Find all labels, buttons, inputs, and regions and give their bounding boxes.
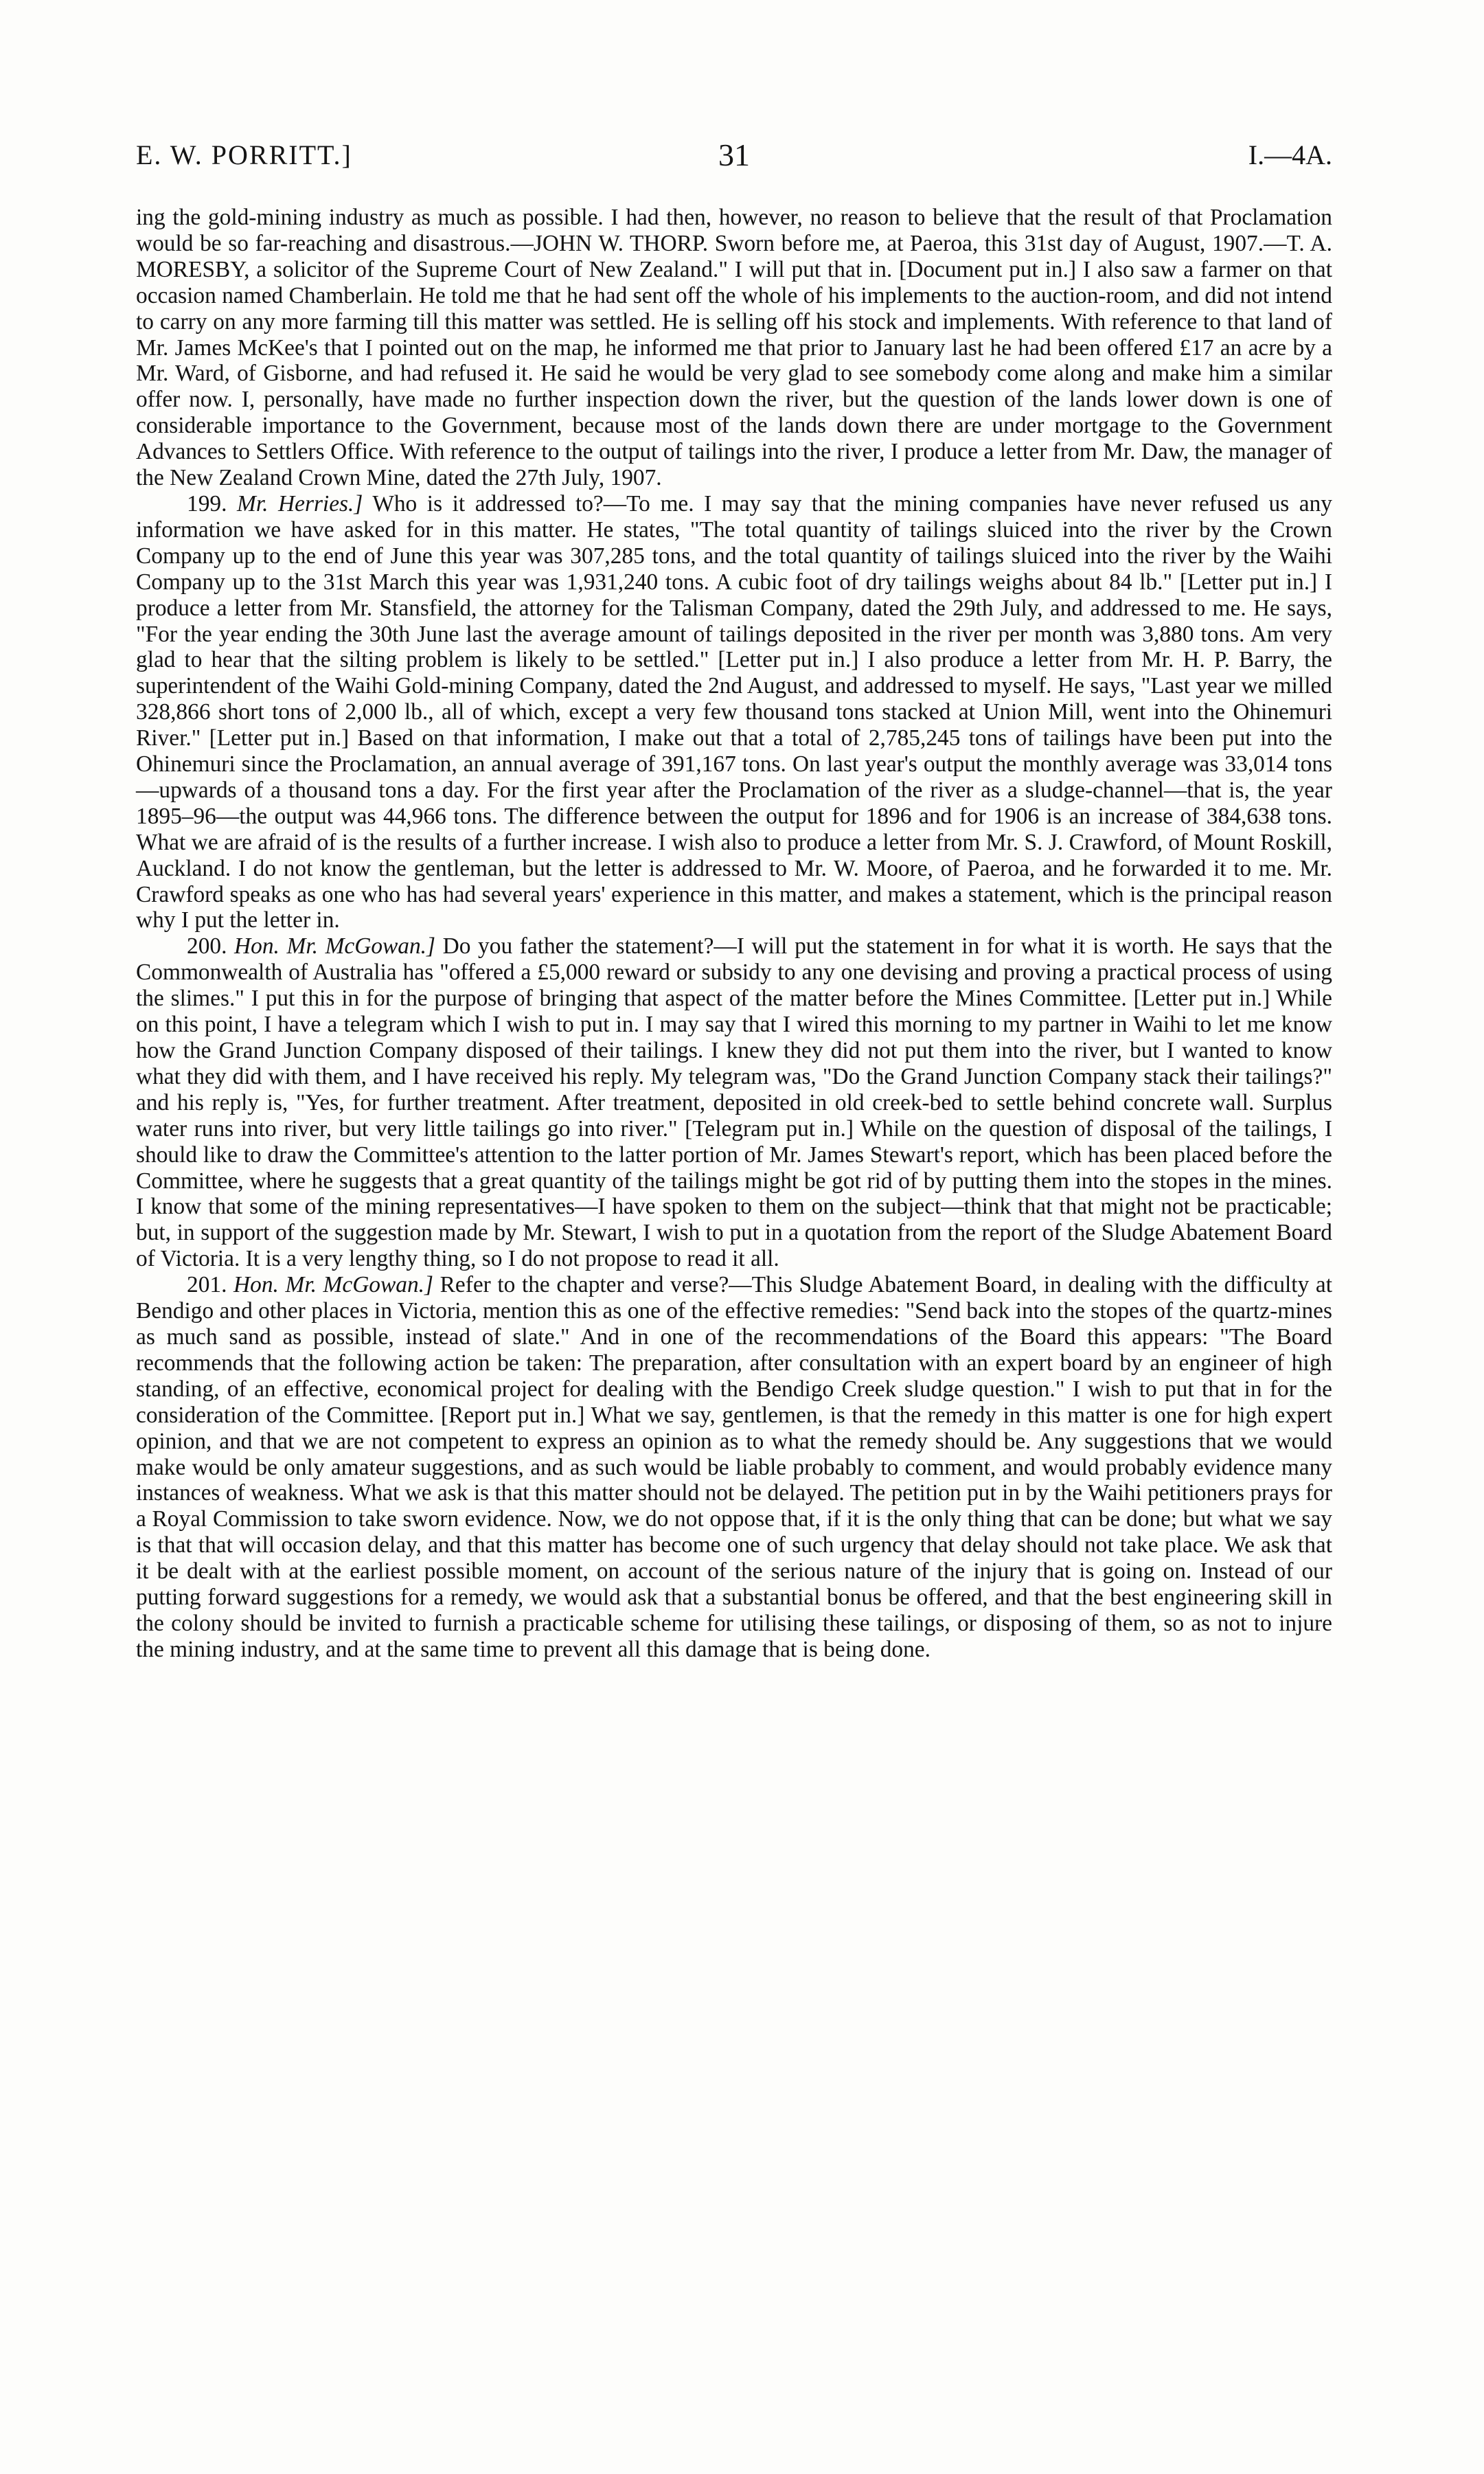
paragraph-text: ing the gold-mining industry as much as possible. I had then, however, no reason to believe that the result of that Proclamation would be so far-reaching and disastrous.—JOHN W. THORP. Sworn before me, at Paeroa, this 31st day of August, 1907.—T. A. MORESBY, a solicitor of the Supreme Court of New Zealand." I will put that in. [Document put in.] I also saw a farmer on that occasion named Chamberlain. He told me that he had sent off the whole of his implements to the auction-room, and did not intend to carry on any more farming till this matter was settled. He is selling off his stock and implements. With reference to that land of Mr. James McKee's that I pointed out on the map, he informed me that prior to January last he had been offered £17 an acre by a Mr. Ward, of Gisborne, and had refused it. He said he would be very glad to see somebody come along and make him a similar offer now. I, personally, have made no further inspection down the river, but the question of the lands lower down is one of considerable importance to the Government, because most of the lands down there are under mortgage to the Government Advances to Settlers Office. With reference to the output of tailings into the river, I produce a letter from Mr. Daw, the manager of the New Zealand Crown Mine, dated the 27th July, 1907. <box>136 205 1332 491</box>
question-speaker: Mr. Herries.] <box>237 490 363 517</box>
header-paper-code: I.—4A. <box>1248 139 1332 170</box>
question-speaker: Hon. Mr. McGowan.] <box>234 933 436 960</box>
header-witness-name: E. W. PORRITT.] <box>136 139 352 170</box>
question-number: 200. <box>187 933 227 960</box>
question-speaker: Hon. Mr. McGowan.] <box>233 1272 434 1298</box>
body-text <box>136 205 1332 1663</box>
running-header <box>136 135 1332 176</box>
paragraph-question-200 <box>136 933 1332 1272</box>
paragraph-continued <box>136 205 1332 491</box>
paragraph-question-201 <box>136 1272 1332 1663</box>
paragraph-text: Do you father the statement?—I will put the statement in for what it is worth. He says that the Commonwealth of Australia has "offered a £5,000 reward or subsidy to any one devising and proving a practical process of using the slimes." I put this in for the purpose of bringing that aspect of the matter before the Mines Committee. [Letter put in.] While on this point, I have a telegram which I wish to put in. I may say that I wired this morning to my partner in Waihi to let me know how the Grand Junction Company disposed of their tailings. I knew they did not put them into the river, but I wanted to know what they did with them, and I have received his reply. My telegram was, "Do the Grand Junction Company stack their tailings?" and his reply is, "Yes, for further treatment. After treatment, deposited in old creek-bed to settle behind concrete wall. Surplus water runs into river, but very little tailings go into river." [Telegram put in.] While on the question of disposal of the tailings, I should like to draw the Committee's attention to the latter portion of Mr. James Stewart's report, which has been placed before the Committee, where he suggests that a great quantity of the tailings might be got rid of by putting them into the stopes in the mines. I know that some of the mining representatives—I have spoken to them on the subject—think that that might not be practicable; but, in support of the suggestion made by Mr. Stewart, I wish to put in a quotation from the report of the Sludge Abatement Board of Victoria. It is a very lengthy thing, so I do not propose to read it all. <box>136 933 1332 1272</box>
question-number: 201. <box>187 1272 227 1298</box>
paragraph-text: Who is it addressed to?—To me. I may say that the mining companies have never refused us any information we have asked for in this matter. He states, "The total quantity of tailings sluiced into the river by the Crown Company up to the end of June this year was 307,285 tons, and the total quantity of tailings sluiced into the river by the Waihi Company up to the 31st March this year was 1,931,240 tons. A cubic foot of dry tailings weighs about 84 lb." [Letter put in.] I produce a letter from Mr. Stansfield, the attorney for the Talisman Company, dated the 29th July, and addressed to me. He says, "For the year ending the 30th June last the average amount of tailings deposited in the river per month was 3,880 tons. Am very glad to hear that the silting problem is likely to be settled." [Letter put in.] I also produce a letter from Mr. H. P. Barry, the superintendent of the Waihi Gold-mining Company, dated the 2nd August, and addressed to myself. He says, "Last year we milled 328,866 short tons of 2,000 lb., all of which, except a very few thousand tons stacked at Union Mill, went into the Ohinemuri River." [Letter put in.] Based on that information, I make out that a total of 2,785,245 tons of tailings have been put into the Ohinemuri since the Proclamation, an annual average of 391,167 tons. On last year's output the monthly average was 33,014 tons—upwards of a thousand tons a day. For the first year after the Proclamation of the river as a sludge-channel—that is, the year 1895–96—the output was 44,966 tons. The difference between the output for 1896 and for 1906 is an increase of 384,638 tons. What we are afraid of is the results of a further increase. I wish also to produce a letter from Mr. S. J. Crawford, of Mount Roskill, Auckland. I do not know the gentleman, but the letter is addressed to Mr. W. Moore, of Paeroa, and he forwarded it to me. Mr. Crawford speaks as one who has had several years' experience in this matter, and makes a statement, which is the principal reason why I put the letter in. <box>136 490 1332 933</box>
page-number: 31 <box>718 137 750 172</box>
question-number: 199. <box>187 490 227 517</box>
paragraph-text: Refer to the chapter and verse?—This Sludge Abatement Board, in dealing with the difficulty at Bendigo and other places in Victoria, mention this as one of the effective remedies: "Send back into the stopes of the quartz-mines as much sand as possible, instead of slate." And in one of the recommendations of the Board this appears: "The Board recommends that the following action be taken: The preparation, after consultation with an expert board by an engineer of high standing, of an effective, economical project for dealing with the Bendigo Creek sludge question." I wish to put that in for the consideration of the Committee. [Report put in.] What we say, gentlemen, is that the remedy in this matter is one for high expert opinion, and that we are not competent to express an opinion as to what the remedy should be. Any suggestions that we would make would be only amateur suggestions, and as such would be liable probably to comment, and would probably evidence many instances of weakness. What we ask is that this matter should not be delayed. The petition put in by the Waihi petitioners prays for a Royal Commission to take sworn evidence. Now, we do not oppose that, if it is the only thing that can be done; but what we say is that that will occasion delay, and that this matter has become one of such urgency that delay should not take place. We ask that it be dealt with at the earliest possible moment, on account of the serious nature of the injury that is going on. Instead of our putting forward suggestions for a remedy, we would ask that a substantial bonus be offered, and that the best engineering skill in the colony should be invited to furnish a practicable scheme for utilising these tailings, or disposing of them, so as not to injure the mining industry, and at the same time to prevent all this damage that is being done. <box>136 1272 1332 1662</box>
paragraph-question-199 <box>136 491 1332 933</box>
